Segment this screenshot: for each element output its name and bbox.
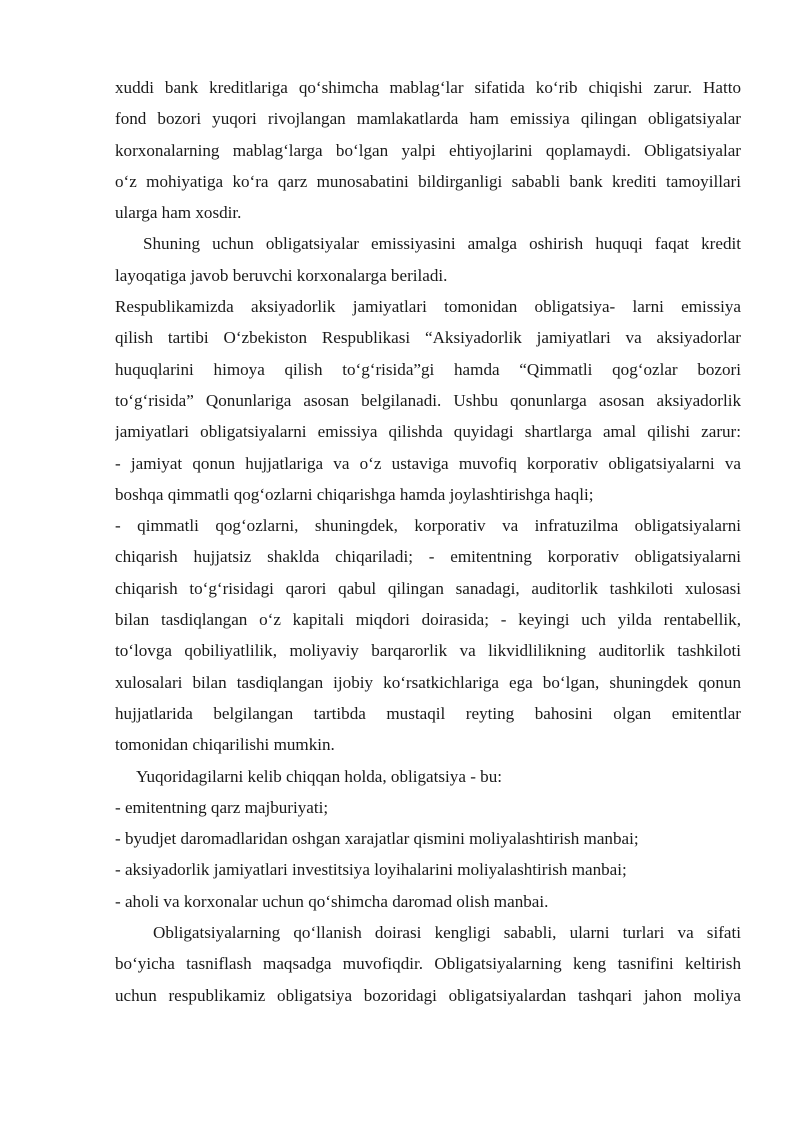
text-line: Respublikamizda aksiyadorlik jamiyatlari tomonidan obligatsiya- larni emissiya [115, 297, 741, 317]
text-line: to‘lovga qobiliyatlilik, moliyaviy barqarorlik va likvidlilikning auditorlik tashkiloti [115, 641, 741, 661]
text-line: Obligatsiyalarning qo‘llanish doirasi kengligi sababli, ularni turlari va sifati [153, 923, 741, 943]
text-line: to‘g‘risida” Qonunlariga asosan belgilanadi. Ushbu qonunlarga asosan aksiyadorlik [115, 390, 741, 410]
text-line: Yuqoridagilarni kelib chiqqan holda, obligatsiya - bu: [136, 766, 503, 786]
text-line: jamiyatlari obligatsiyalarni emissiya qilishda quyidagi shartlarga amal qilishi zarur: [115, 422, 741, 442]
text-line: bilan tasdiqlangan o‘z kapitali miqdori doirasida; - keyingi uch yilda rentabellik, [115, 610, 741, 630]
text-line: chiqarish to‘g‘risidagi qarori qabul qilingan sanadagi, auditorlik tashkiloti xulosasi [115, 578, 741, 598]
text-line: - aholi va korxonalar uchun qo‘shimcha daromad olish manbai. [115, 891, 549, 911]
text-line: - byudjet daromadlaridan oshgan xarajatlar qismini moliyalashtirish manbai; [115, 829, 639, 849]
text-line: ularga ham xosdir. [115, 203, 242, 223]
text-line: layoqatiga javob beruvchi korxonalarga beriladi. [115, 265, 448, 285]
text-line: o‘z mohiyatiga ko‘ra qarz munosabatini bildirganligi sababli bank krediti tamoyillari [115, 171, 741, 191]
text-line: chiqarish hujjatsiz shaklda chiqariladi; - emitentning korporativ obligatsiyalarni [115, 547, 741, 567]
text-line: - qimmatli qog‘ozlarni, shuningdek, korporativ va infratuzilma obligatsiyalarni [115, 516, 741, 536]
text-line: - aksiyadorlik jamiyatlari investitsiya loyihalarini moliyalashtirish manbai; [115, 860, 627, 880]
text-line: xulosalari bilan tasdiqlangan ijobiy ko‘rsatkichlariga ega bo‘lgan, shuningdek qonun [115, 672, 741, 692]
text-line: korxonalarning mablag‘larga bo‘lgan yalpi ehtiyojlarini qoplamaydi. Obligatsiyalar [115, 140, 741, 160]
text-line: qilish tartibi O‘zbekiston Respublikasi “Aksiyadorlik jamiyatlari va aksiyadorlar [115, 328, 741, 348]
text-line: Shuning uchun obligatsiyalar emissiyasini amalga oshirish huquqi faqat kredit [143, 234, 741, 254]
text-line: bo‘yicha tasniflash maqsadga muvofiqdir. Obligatsiyalarning keng tasnifini keltirish [115, 954, 741, 974]
document-page [115, 72, 741, 1011]
text-line: uchun respublikamiz obligatsiya bozoridagi obligatsiyalardan tashqari jahon moliya [115, 985, 741, 1005]
text-line: boshqa qimmatli qog‘ozlarni chiqarishga hamda joylashtirishga haqli; [115, 484, 594, 504]
text-line: fond bozori yuqori rivojlangan mamlakatlarda ham emissiya qilingan obligatsiyalar [115, 109, 741, 129]
text-line: tomonidan chiqarilishi mumkin. [115, 735, 335, 755]
text-line: xuddi bank kreditlariga qo‘shimcha mablag‘lar sifatida ko‘rib chiqishi zarur. Hatto [115, 78, 741, 97]
text-line: hujjatlarida belgilangan tartibda mustaqil reyting bahosini olgan emitentlar [115, 703, 741, 723]
text-line: - jamiyat qonun hujjatlariga va o‘z ustaviga muvofiq korporativ obligatsiyalarni va [115, 453, 741, 473]
text-line: huquqlarini himoya qilish to‘g‘risida”gi hamda “Qimmatli qog‘ozlar bozori [115, 359, 741, 379]
text-line: - emitentning qarz majburiyati; [115, 797, 329, 817]
